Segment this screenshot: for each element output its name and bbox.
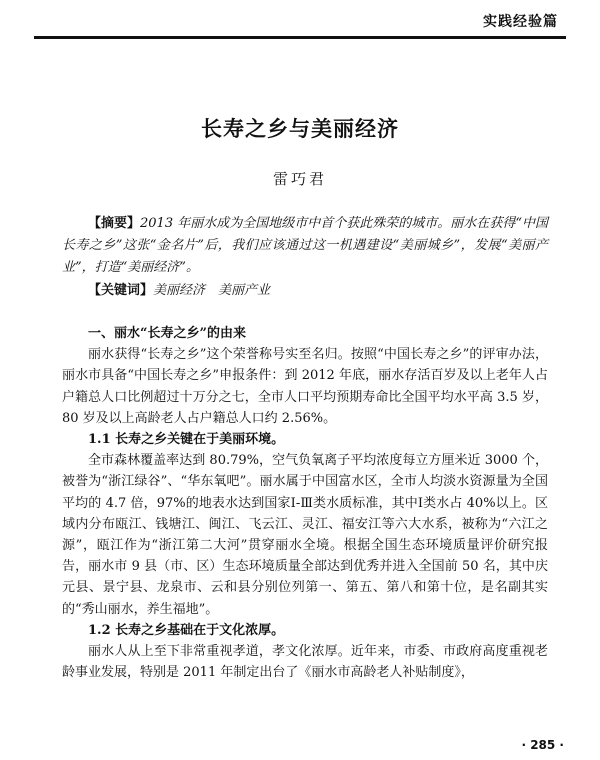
keywords: [62, 280, 548, 302]
article-title: 长寿之乡与美丽经济: [201, 116, 399, 141]
section-label: 实践经验篇: [483, 14, 558, 30]
keywords-tag: 【关键词】: [88, 283, 154, 298]
abstract-tag: 【摘要】: [88, 216, 141, 231]
paragraph: 丽水人从上至下非常重视孝道，孝文化浓厚。近年来，市委、市政府高度重视老龄事业发展，特别是 2011 年制定出台了《丽水市高龄老人补贴制度》，: [62, 644, 548, 681]
abstract: [62, 213, 548, 279]
subsection-heading: 1.2 长寿之乡基础在于文化浓厚。: [88, 622, 285, 638]
paragraph: 全市森林覆盖率达到 80.79%，空气负氧离子平均浓度每立方厘米近 3000 个，被誉为“浙江绿谷”、“华东氧吧”。丽水属于中国富水区，全市人均淡水资源量为全国平均的 4.7 倍，97%的地表水达到国家Ⅰ-Ⅲ类水质标准，其中Ⅰ类水占 40%以上。区域内分布瓯江、钱塘江、闽江、飞云江、灵江、福安江等六大水系，被称为“六江之源”，瓯江作为“浙江第二大河”贯穿丽水全境。根据全国生态环境质量评价研究报告，丽水市 9 县（市、区）生态环境质量全部达到优秀并进入全国前 50 名，其中庆元县、景宁县、龙泉市、云和县分别位列第一、第五、第八和第十位，是名副其实的“秀山丽水，养生福地”。: [62, 453, 548, 617]
article-body: [62, 213, 548, 683]
page-number: · 285 ·: [521, 738, 564, 752]
keywords-text: 美丽经济 美丽产业: [153, 283, 271, 298]
article-author: 雷巧君: [272, 170, 327, 188]
subsection-heading: 1.1 长寿之乡关键在于美丽环境。: [88, 432, 285, 448]
header-rule: [34, 36, 566, 39]
paragraph: 丽水获得“长寿之乡”这个荣誉称号实至名归。按照“中国长寿之乡”的评审办法，丽水市具备“中国长寿之乡”申报条件：到 2012 年底，丽水存活百岁及以上老年人占户籍总人口比例超过十万分之七，全市人口平均预期寿命比全国平均水平高 3.5 岁，80 岁及以上高龄老人占户籍总人口约 2.56%。: [62, 347, 548, 426]
section-heading: 一、丽水“长寿之乡”的由来: [88, 326, 246, 341]
abstract-text: 2013 年丽水成为全国地级市中首个获此殊荣的城市。丽水在获得“中国长寿之乡”这张“金名片”后，我们应该通过这一机遇建设“美丽城乡”，发展“美丽产业”，打造“美丽经济”。: [62, 216, 548, 275]
